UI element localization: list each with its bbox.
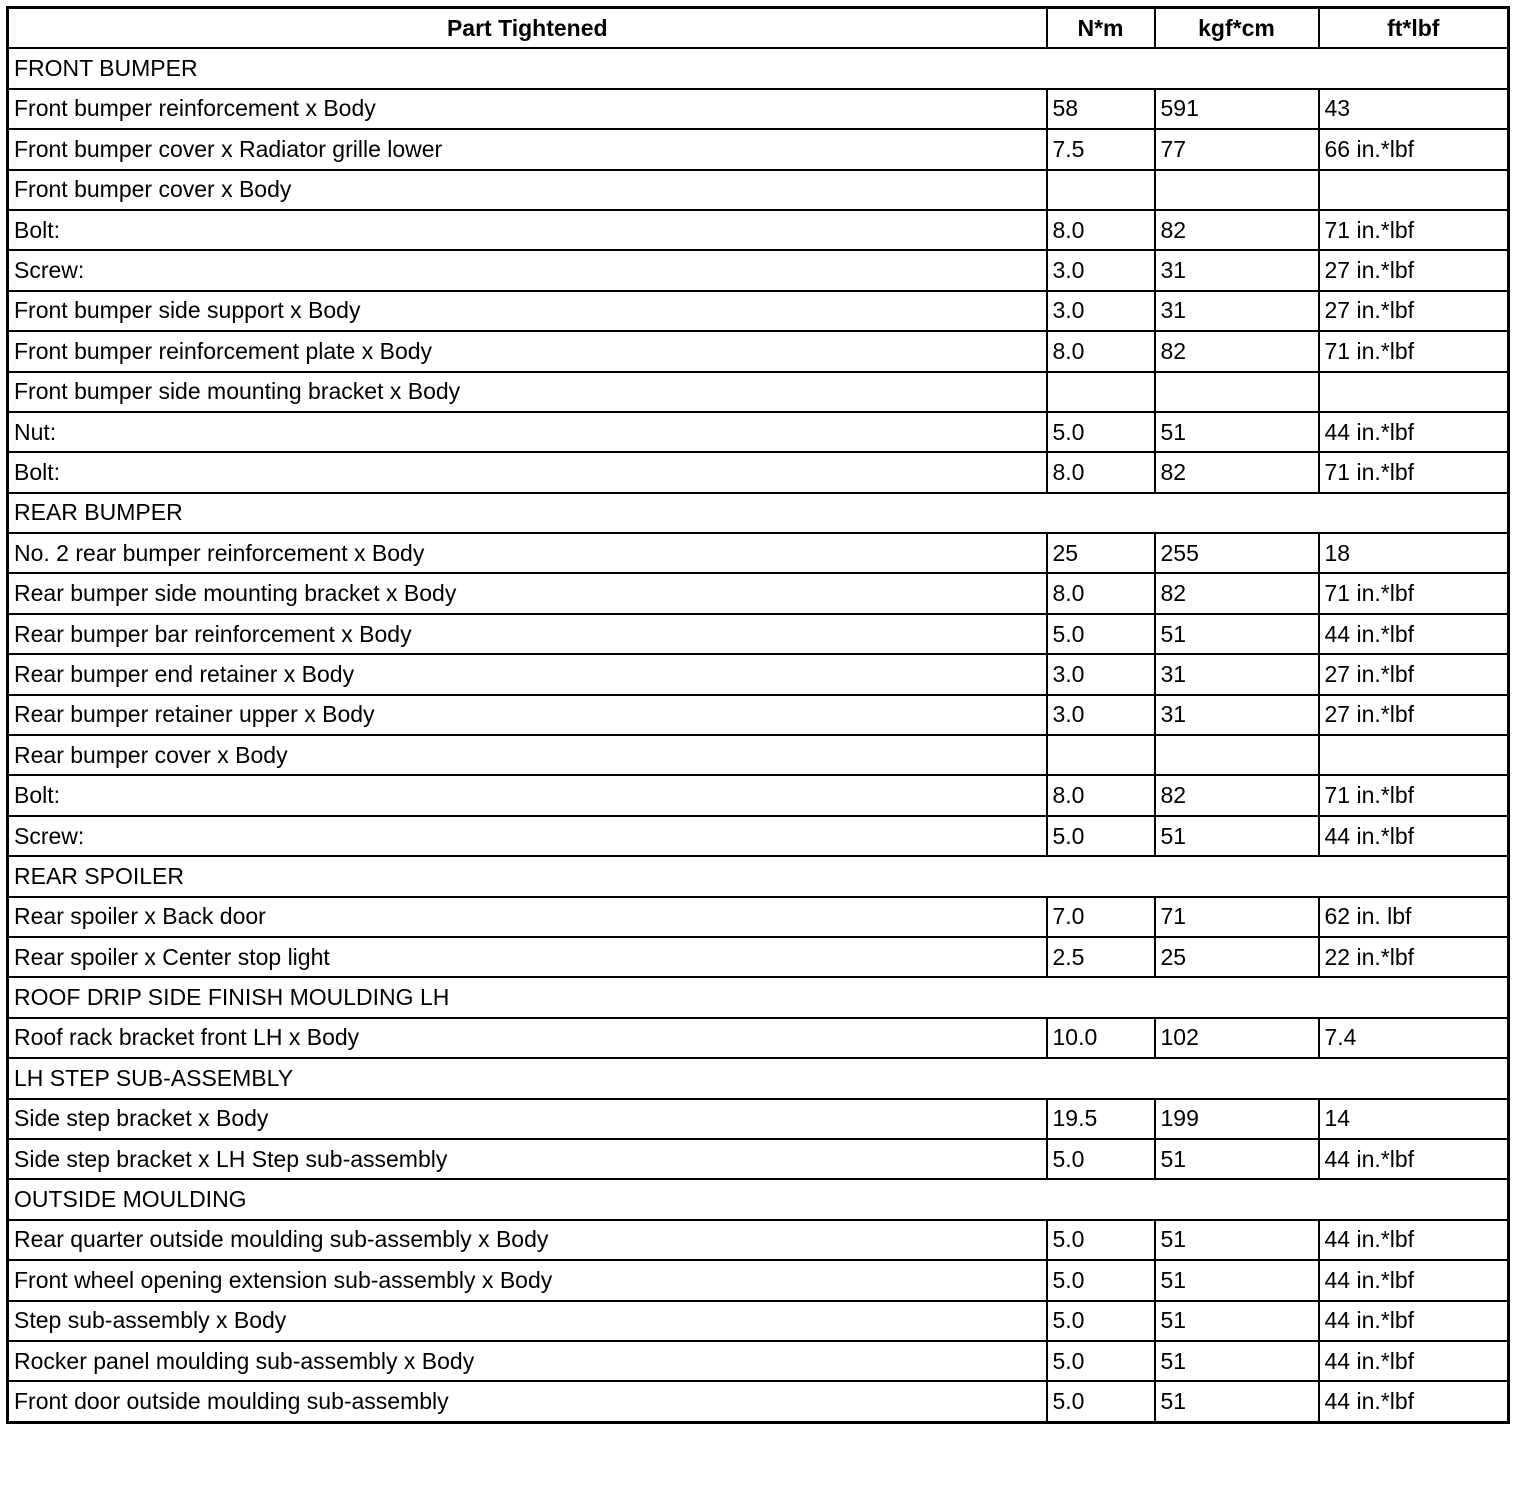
cell-kgfcm: 591: [1155, 89, 1319, 129]
table-row: [8, 331, 1509, 371]
cell-kgfcm: 51: [1155, 816, 1319, 856]
cell-part: Rear spoiler x Center stop light: [8, 937, 1047, 977]
table-row: [8, 170, 1509, 210]
cell-part: Nut:: [8, 412, 1047, 452]
section-label: REAR SPOILER: [8, 856, 1509, 896]
table-row: [8, 210, 1509, 250]
cell-kgfcm: 82: [1155, 775, 1319, 815]
cell-kgfcm: 82: [1155, 331, 1319, 371]
table-row: [8, 129, 1509, 169]
cell-nm: 3.0: [1047, 654, 1155, 694]
header-ftlbf: ft*lbf: [1319, 8, 1509, 49]
cell-nm: 25: [1047, 533, 1155, 573]
cell-ftlbf: 44 in.*lbf: [1319, 816, 1509, 856]
table-row: [8, 250, 1509, 290]
cell-part: Front door outside moulding sub-assembly: [8, 1381, 1047, 1422]
cell-ftlbf: 62 in. lbf: [1319, 897, 1509, 937]
cell-ftlbf: 44 in.*lbf: [1319, 1220, 1509, 1260]
cell-kgfcm: 82: [1155, 210, 1319, 250]
cell-kgfcm: 31: [1155, 250, 1319, 290]
cell-part: Rear bumper bar reinforcement x Body: [8, 614, 1047, 654]
cell-part: Bolt:: [8, 210, 1047, 250]
cell-part: Rear bumper cover x Body: [8, 735, 1047, 775]
cell-nm: 5.0: [1047, 1220, 1155, 1260]
table-row: [8, 1301, 1509, 1341]
table-row: [8, 1139, 1509, 1179]
cell-part: Rear quarter outside moulding sub-assembly x Body: [8, 1220, 1047, 1260]
cell-ftlbf: 71 in.*lbf: [1319, 573, 1509, 613]
cell-ftlbf: 43: [1319, 89, 1509, 129]
cell-ftlbf: 7.4: [1319, 1018, 1509, 1058]
cell-ftlbf: 66 in.*lbf: [1319, 129, 1509, 169]
table-row: [8, 1381, 1509, 1422]
section-label: ROOF DRIP SIDE FINISH MOULDING LH: [8, 977, 1509, 1017]
cell-ftlbf: 27 in.*lbf: [1319, 250, 1509, 290]
table-row: [8, 816, 1509, 856]
cell-nm: [1047, 170, 1155, 210]
table-row: [8, 573, 1509, 613]
cell-nm: 3.0: [1047, 291, 1155, 331]
table-row: [8, 1260, 1509, 1300]
cell-nm: 5.0: [1047, 1341, 1155, 1381]
cell-part: Rear bumper side mounting bracket x Body: [8, 573, 1047, 613]
cell-part: Rear bumper retainer upper x Body: [8, 695, 1047, 735]
cell-ftlbf: 27 in.*lbf: [1319, 291, 1509, 331]
table-row: [8, 1220, 1509, 1260]
cell-kgfcm: [1155, 170, 1319, 210]
cell-kgfcm: 51: [1155, 1260, 1319, 1300]
cell-nm: 8.0: [1047, 573, 1155, 613]
cell-part: Screw:: [8, 816, 1047, 856]
cell-kgfcm: 51: [1155, 412, 1319, 452]
cell-part: Side step bracket x Body: [8, 1099, 1047, 1139]
cell-nm: [1047, 372, 1155, 412]
cell-kgfcm: 51: [1155, 1381, 1319, 1422]
cell-ftlbf: 14: [1319, 1099, 1509, 1139]
cell-part: Front bumper reinforcement x Body: [8, 89, 1047, 129]
table-row: [8, 654, 1509, 694]
cell-kgfcm: 25: [1155, 937, 1319, 977]
cell-ftlbf: 44 in.*lbf: [1319, 1301, 1509, 1341]
section-label: FRONT BUMPER: [8, 48, 1509, 88]
cell-nm: 5.0: [1047, 1301, 1155, 1341]
cell-nm: 5.0: [1047, 1139, 1155, 1179]
table-row: [8, 1099, 1509, 1139]
table-row: [8, 695, 1509, 735]
cell-ftlbf: 44 in.*lbf: [1319, 614, 1509, 654]
cell-nm: 8.0: [1047, 775, 1155, 815]
table-row: [8, 372, 1509, 412]
cell-ftlbf: 18: [1319, 533, 1509, 573]
cell-ftlbf: 44 in.*lbf: [1319, 412, 1509, 452]
cell-kgfcm: 51: [1155, 1301, 1319, 1341]
cell-kgfcm: 51: [1155, 1139, 1319, 1179]
header-row: [8, 8, 1509, 49]
cell-kgfcm: [1155, 372, 1319, 412]
table-row: [8, 452, 1509, 492]
cell-nm: 5.0: [1047, 816, 1155, 856]
cell-nm: 10.0: [1047, 1018, 1155, 1058]
table-row: [8, 1341, 1509, 1381]
cell-nm: 5.0: [1047, 412, 1155, 452]
cell-nm: 8.0: [1047, 331, 1155, 371]
cell-part: Step sub-assembly x Body: [8, 1301, 1047, 1341]
cell-ftlbf: 27 in.*lbf: [1319, 654, 1509, 694]
cell-ftlbf: 71 in.*lbf: [1319, 775, 1509, 815]
cell-part: Rear bumper end retainer x Body: [8, 654, 1047, 694]
cell-part: Side step bracket x LH Step sub-assembly: [8, 1139, 1047, 1179]
cell-nm: 3.0: [1047, 695, 1155, 735]
cell-ftlbf: [1319, 170, 1509, 210]
cell-part: Front bumper cover x Body: [8, 170, 1047, 210]
cell-kgfcm: 51: [1155, 1220, 1319, 1260]
cell-nm: 2.5: [1047, 937, 1155, 977]
table-row: [8, 533, 1509, 573]
cell-nm: [1047, 735, 1155, 775]
cell-ftlbf: 44 in.*lbf: [1319, 1381, 1509, 1422]
cell-nm: 3.0: [1047, 250, 1155, 290]
table-row: [8, 291, 1509, 331]
header-part-tightened: Part Tightened: [8, 8, 1047, 49]
cell-kgfcm: 102: [1155, 1018, 1319, 1058]
section-row: [8, 1058, 1509, 1098]
cell-nm: 7.0: [1047, 897, 1155, 937]
table-row: [8, 735, 1509, 775]
cell-ftlbf: 44 in.*lbf: [1319, 1341, 1509, 1381]
cell-nm: 5.0: [1047, 1260, 1155, 1300]
cell-kgfcm: 71: [1155, 897, 1319, 937]
cell-kgfcm: 51: [1155, 614, 1319, 654]
cell-kgfcm: 255: [1155, 533, 1319, 573]
cell-part: No. 2 rear bumper reinforcement x Body: [8, 533, 1047, 573]
section-row: [8, 856, 1509, 896]
cell-part: Front bumper side mounting bracket x Body: [8, 372, 1047, 412]
table-body: [8, 48, 1509, 1422]
cell-part: Rocker panel moulding sub-assembly x Body: [8, 1341, 1047, 1381]
header-nm: N*m: [1047, 8, 1155, 49]
table-row: [8, 897, 1509, 937]
cell-part: Bolt:: [8, 775, 1047, 815]
cell-ftlbf: 44 in.*lbf: [1319, 1260, 1509, 1300]
cell-kgfcm: 31: [1155, 291, 1319, 331]
cell-ftlbf: 71 in.*lbf: [1319, 331, 1509, 371]
section-label: LH STEP SUB-ASSEMBLY: [8, 1058, 1509, 1098]
cell-kgfcm: 31: [1155, 654, 1319, 694]
cell-nm: 58: [1047, 89, 1155, 129]
cell-ftlbf: [1319, 735, 1509, 775]
cell-part: Roof rack bracket front LH x Body: [8, 1018, 1047, 1058]
cell-ftlbf: 44 in.*lbf: [1319, 1139, 1509, 1179]
cell-part: Screw:: [8, 250, 1047, 290]
cell-part: Front bumper reinforcement plate x Body: [8, 331, 1047, 371]
section-row: [8, 1179, 1509, 1219]
section-label: REAR BUMPER: [8, 493, 1509, 533]
cell-kgfcm: 82: [1155, 573, 1319, 613]
cell-kgfcm: 82: [1155, 452, 1319, 492]
cell-ftlbf: 27 in.*lbf: [1319, 695, 1509, 735]
table-row: [8, 775, 1509, 815]
table-row: [8, 1018, 1509, 1058]
cell-part: Bolt:: [8, 452, 1047, 492]
cell-nm: 5.0: [1047, 614, 1155, 654]
cell-ftlbf: 71 in.*lbf: [1319, 452, 1509, 492]
cell-nm: 5.0: [1047, 1381, 1155, 1422]
section-label: OUTSIDE MOULDING: [8, 1179, 1509, 1219]
cell-part: Rear spoiler x Back door: [8, 897, 1047, 937]
table-row: [8, 614, 1509, 654]
torque-specification-table: [6, 6, 1510, 1424]
cell-part: Front bumper cover x Radiator grille lower: [8, 129, 1047, 169]
cell-nm: 19.5: [1047, 1099, 1155, 1139]
section-row: [8, 977, 1509, 1017]
table-row: [8, 89, 1509, 129]
cell-ftlbf: 22 in.*lbf: [1319, 937, 1509, 977]
section-row: [8, 493, 1509, 533]
cell-kgfcm: 51: [1155, 1341, 1319, 1381]
cell-kgfcm: 77: [1155, 129, 1319, 169]
cell-kgfcm: [1155, 735, 1319, 775]
cell-kgfcm: 31: [1155, 695, 1319, 735]
cell-ftlbf: 71 in.*lbf: [1319, 210, 1509, 250]
cell-ftlbf: [1319, 372, 1509, 412]
cell-nm: 7.5: [1047, 129, 1155, 169]
table-row: [8, 937, 1509, 977]
cell-kgfcm: 199: [1155, 1099, 1319, 1139]
header-kgfcm: kgf*cm: [1155, 8, 1319, 49]
section-row: [8, 48, 1509, 88]
cell-nm: 8.0: [1047, 452, 1155, 492]
table-row: [8, 412, 1509, 452]
cell-part: Front wheel opening extension sub-assembly x Body: [8, 1260, 1047, 1300]
cell-part: Front bumper side support x Body: [8, 291, 1047, 331]
cell-nm: 8.0: [1047, 210, 1155, 250]
